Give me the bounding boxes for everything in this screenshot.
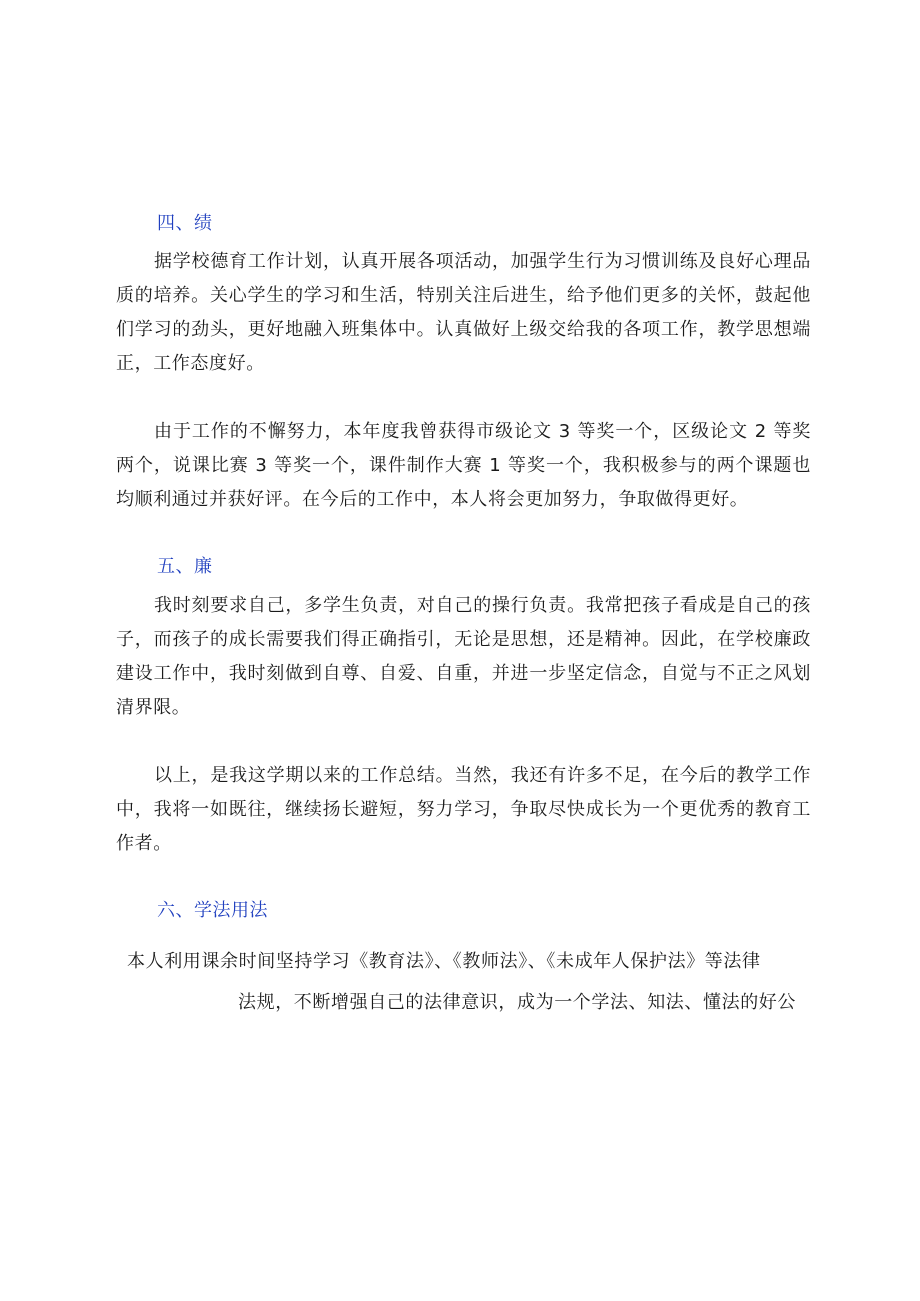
section-five-paragraph-2: 以上，是我这学期以来的工作总结。当然，我还有许多不足，在今后的教学工作中，我将一如既往，继续扬长避短，努力学习，争取尽快成长为一个更优秀的教育工作者。 [116,765,811,854]
section-four-paragraph-2: 由于工作的不懈努力，本年度我曾获得市级论文 3 等奖一个，区级论文 2 等奖两个，说课比赛 3 等奖一个，课件制作大赛 1 等奖一个，我积极参与的两个课题也均顺利通过并获好评。在今后的工作中，本人将会更加努力，争取做得更好。 [116,421,811,510]
section-six-line-1: 本人利用课余时间坚持学习《教育法》、《教师法》、《未成年人保护法》等法律 [127,951,761,972]
section-six-line-2: 法规，不断增强自己的法律意识，成为一个学法、知法、懂法的好公 [238,992,796,1013]
section-four-paragraph-1: 据学校德育工作计划，认真开展各项活动，加强学生行为习惯训练及良好心理品质的培养。关心学生的学习和生活，特别关注后进生，给予他们更多的关怀，鼓起他们学习的劲头，更好地融入班集体中。认真做好上级交给我的各项工作，教学思想端正，工作态度好。 [116,251,811,374]
section-six-heading: 六、学法用法 [157,900,268,921]
section-four-heading: 四、绩 [157,213,213,234]
section-five-heading: 五、廉 [157,556,213,577]
section-five-paragraph-1: 我时刻要求自己，多学生负责，对自己的操行负责。我常把孩子看成是自己的孩子，而孩子的成长需要我们得正确指引，无论是思想，还是精神。因此，在学校廉政建设工作中，我时刻做到自尊、自爱、自重，并进一步坚定信念，自觉与不正之风划清界限。 [116,595,811,718]
